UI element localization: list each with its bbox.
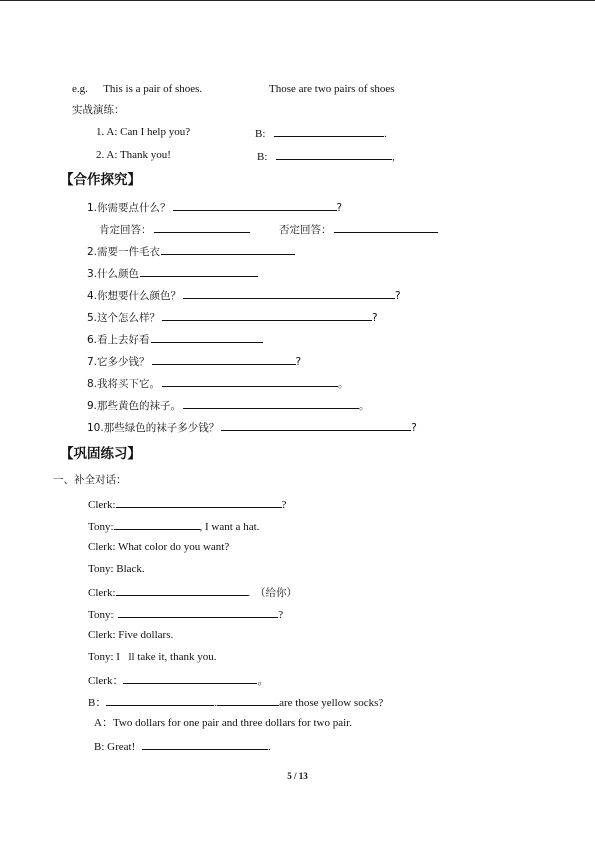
dialogue-line — [88, 672, 268, 688]
dialogue-text: B: Great! — [94, 741, 138, 753]
dialogue-text: Clerk: — [88, 499, 116, 511]
cooperate-item-6 — [87, 331, 263, 347]
section-consolidate-heading: 【巩固练习】 — [60, 446, 141, 462]
cooperate-item-8 — [87, 375, 349, 391]
example-eg: e.g. — [72, 83, 88, 95]
dialogue-line — [88, 584, 297, 600]
dialogue-line: Clerk: Five dollars. — [88, 629, 174, 641]
cooperate-item-9 — [87, 397, 370, 413]
answer-blank[interactable] — [106, 694, 214, 706]
item-end: 。 — [338, 378, 349, 390]
dialogue-mid: . — [214, 697, 218, 709]
dialogue-line: A：Two dollars for one pair and three dollars for two pair. — [94, 717, 352, 729]
item-end: ? — [295, 356, 302, 368]
page-top-rule — [0, 0, 595, 1]
dialogue-end: ? — [281, 499, 287, 511]
item-end: ? — [395, 290, 401, 302]
item-text: 4.你想要什么颜色？ — [87, 290, 182, 302]
answer-blank[interactable] — [152, 353, 296, 365]
example-left: This is a pair of shoes. — [103, 83, 203, 95]
dialogue-end: . — [247, 587, 251, 599]
practice-q1-b — [255, 125, 387, 141]
example-line — [72, 82, 202, 96]
cooperate-negative — [279, 221, 438, 237]
answer-blank[interactable] — [151, 331, 263, 343]
answer-blank[interactable] — [274, 125, 384, 137]
item-end: 。 — [359, 400, 370, 412]
answer-blank[interactable] — [114, 518, 200, 530]
item-text: 肯定回答： — [99, 224, 152, 236]
dialogue-end: . — [267, 741, 271, 753]
practice-q2-a: 2. A: Thank you! — [96, 149, 171, 161]
dialogue-line — [88, 496, 286, 512]
dialogue-line: Clerk: What color do you want? — [88, 541, 230, 553]
practice-q2-end: , — [392, 151, 395, 163]
item-text: 7.它多少钱？ — [87, 356, 150, 368]
practice-q2-b — [257, 148, 395, 164]
dialogue-end: , I want a hat. — [199, 521, 260, 533]
answer-blank[interactable] — [217, 694, 279, 706]
practice-title: 实战演练： — [72, 104, 125, 116]
dialogue-end: are those yellow socks? — [279, 697, 384, 709]
hint-note: （给你） — [255, 587, 297, 599]
consolidate-sub: 一、补全对话： — [53, 474, 127, 486]
practice-q1-end: . — [384, 128, 387, 140]
practice-q2-b-label: B: — [257, 151, 268, 163]
answer-blank[interactable] — [162, 309, 372, 321]
dialogue-line: Tony: I ll take it, thank you. — [88, 651, 217, 663]
item-text: 6.看上去好看 — [87, 334, 150, 346]
item-text: 否定回答： — [279, 224, 332, 236]
item-end: ? — [411, 422, 417, 434]
answer-blank[interactable] — [162, 375, 338, 387]
item-text: 9.那些黄色的袜子。 — [87, 400, 182, 412]
item-text: 2.需要一件毛衣 — [87, 246, 161, 258]
item-end: ? — [372, 312, 378, 324]
page-number: 5 / 13 — [287, 771, 308, 781]
answer-blank[interactable] — [221, 419, 411, 431]
dialogue-end: 。 — [257, 675, 269, 687]
dialogue-line — [88, 694, 383, 710]
dialogue-text: Tony: — [88, 521, 114, 533]
dialogue-text: Clerk： — [88, 675, 124, 687]
practice-q1-b-label: B: — [255, 128, 266, 140]
answer-blank[interactable] — [183, 397, 359, 409]
item-text: 8.我将买下它。 — [87, 378, 161, 390]
answer-blank[interactable] — [142, 738, 268, 750]
cooperate-item-4 — [87, 287, 401, 303]
answer-blank[interactable] — [116, 584, 248, 596]
cooperate-item-2 — [87, 243, 295, 259]
dialogue-line — [88, 606, 283, 622]
answer-blank[interactable] — [161, 243, 295, 255]
dialogue-line — [88, 518, 259, 534]
answer-blank[interactable] — [116, 496, 282, 508]
dialogue-line — [94, 738, 271, 754]
dialogue-line: Tony: Black. — [88, 563, 145, 575]
section-cooperate-heading: 【合作探究】 — [60, 172, 141, 188]
item-text: 3.什么颜色 — [87, 268, 140, 280]
answer-blank[interactable] — [154, 221, 250, 233]
answer-blank[interactable] — [173, 199, 337, 211]
practice-q1-a: 1. A: Can I help you? — [96, 126, 191, 138]
example-right: Those are two pairs of shoes — [269, 83, 395, 95]
answer-blank[interactable] — [118, 606, 278, 618]
answer-blank[interactable] — [123, 672, 257, 684]
item-text: 1.你需要点什么？ — [87, 202, 171, 214]
cooperate-item-1 — [87, 199, 342, 215]
item-text: 10.那些绿色的袜子多少钱？ — [87, 422, 220, 434]
cooperate-item-3 — [87, 265, 258, 281]
dialogue-text: Clerk: — [88, 587, 116, 599]
cooperate-item-10 — [87, 419, 417, 435]
answer-blank[interactable] — [183, 287, 395, 299]
item-end: ? — [336, 202, 343, 214]
answer-blank[interactable] — [276, 148, 392, 160]
answer-blank[interactable] — [140, 265, 258, 277]
dialogue-text: Tony: — [88, 609, 117, 621]
dialogue-end: ? — [278, 609, 284, 621]
cooperate-item-5 — [87, 309, 378, 325]
dialogue-text: B： — [88, 697, 107, 709]
cooperate-item-7 — [87, 353, 301, 369]
cooperate-affirmative — [99, 221, 250, 237]
answer-blank[interactable] — [334, 221, 438, 233]
item-text: 5.这个怎么样？ — [87, 312, 161, 324]
